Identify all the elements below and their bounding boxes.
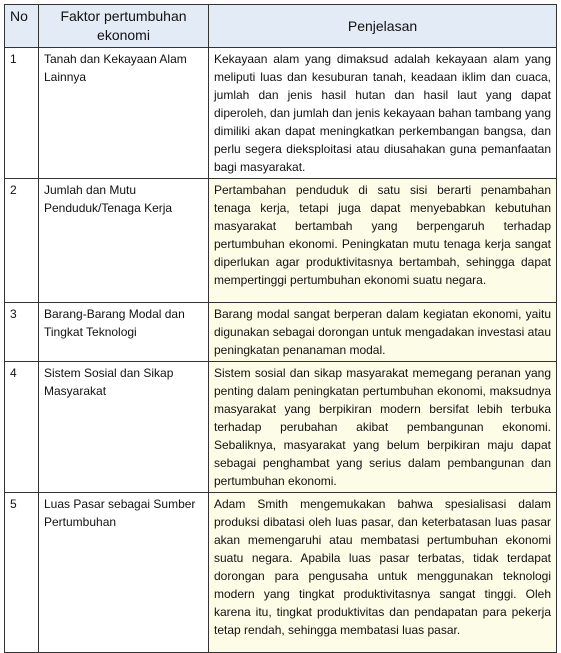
row-number: 3 [5,303,39,362]
row-factor: Barang-Barang Modal dan Tingkat Teknologi [39,303,209,362]
row-explanation: Adam Smith mengemukakan bahwa spesialisasi dalam produksi dibatasi oleh luas pasar, dan keterbatasan luas pasar akan memengaruhi atau membatasi pertumbuhan ekonomi suatu negara. Apabila luas pasar terbatas, tidak terdapat dorongan para pengusaha untuk menggunakan teknologi modern yang tingkat produktivitasnya sangat tinggi. Oleh karena itu, tingkat produktivitas dan pendapatan para pekerja tetap rendah, sehingga membatasi luas pasar. [209,493,557,653]
table-row [5,493,557,653]
row-number: 1 [5,48,39,179]
row-explanation: Kekayaan alam yang dimaksud adalah kekayaan alam yang meliputi luas dan kesuburan tanah, keadaan iklim dan cuaca, jumlah dan jenis hasil hutan dan hasil laut yang dapat diperoleh, dan jumlah dan jenis kekayaan bahan tambang yang dimiliki akan dapat meningkatkan perkembangan bangsa, dan perlu segera dieksploitasi atau diusahakan guna pemanfaatan bagi masyarakat. [209,48,557,179]
row-factor: Jumlah dan Mutu Penduduk/Tenaga Kerja [39,179,209,303]
table-row [5,362,557,493]
table-row [5,179,557,303]
header-faktor: Faktor pertumbuhan ekonomi [39,5,209,48]
row-factor: Luas Pasar sebagai Sumber Pertumbuhan [39,493,209,653]
table-row [5,303,557,362]
economic-growth-factors-table [4,4,557,653]
row-factor: Sistem Sosial dan Sikap Masyarakat [39,362,209,493]
row-number: 5 [5,493,39,653]
row-explanation: Barang modal sangat berperan dalam kegiatan ekonomi, yaitu digunakan sebagai dorongan untuk mengadakan investasi atau peningkatan penanaman modal. [209,303,557,362]
header-no: No [5,5,39,48]
row-explanation: Sistem sosial dan sikap masyarakat memegang peranan yang penting dalam peningkatan pertumbuhan ekonomi, maksudnya masyarakat yang berpikiran modern bersifat lebih terbuka terhadap perubahan akibat pembangunan ekonomi. Sebaliknya, masyarakat yang belum berpikiran maju dapat sebagai penghambat yang serius dalam pembangunan dan pertumbuhan ekonomi. [209,362,557,493]
row-number: 4 [5,362,39,493]
row-factor: Tanah dan Kekayaan Alam Lainnya [39,48,209,179]
table-header-row [5,5,557,48]
row-number: 2 [5,179,39,303]
header-penjelasan: Penjelasan [209,5,557,48]
row-explanation: Pertambahan penduduk di satu sisi berarti penambahan tenaga kerja, tetapi juga dapat menyebabkan kebutuhan masyarakat bertambah yang berpengaruh terhadap pertumbuhan ekonomi. Peningkatan mutu tenaga kerja sangat diperlukan agar produktivitasnya bertambah, sehingga dapat mempertinggi pertumbuhan ekonomi suatu negara. [209,179,557,303]
table-row [5,48,557,179]
